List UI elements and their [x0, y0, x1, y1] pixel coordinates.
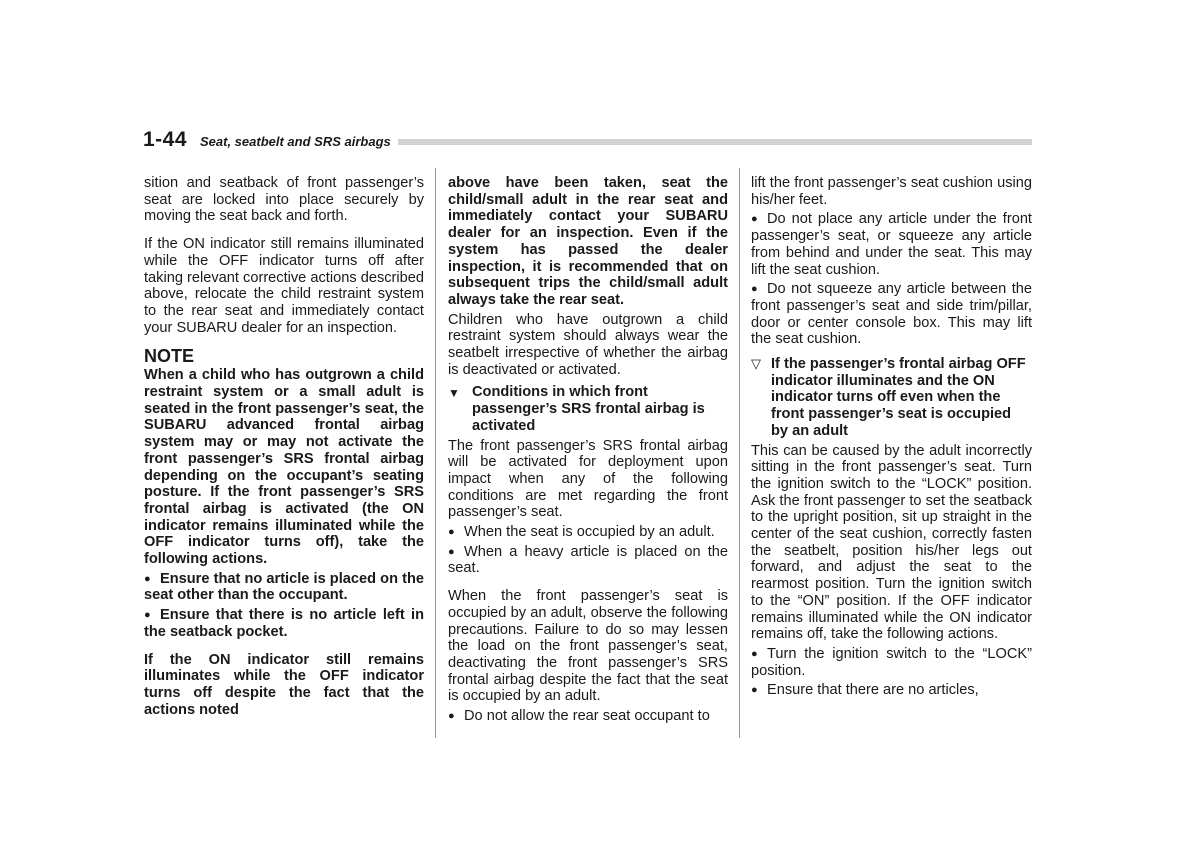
bullet-icon: ● [144, 572, 151, 585]
paragraph: sition and seatback of front passenger’s seat are locked into place securely by moving the seat back and forth. [144, 175, 424, 225]
bullet-icon: ● [144, 609, 151, 622]
bullet-icon: ● [448, 545, 455, 558]
triangle-down-icon: ▼ [448, 386, 460, 401]
bullet-icon: ● [448, 710, 455, 723]
paragraph: When the front passenger’s seat is occupied by an adult, observe the following precautions. Failure to do so may lessen the load on the front passenger’s seat, deactivating the front passenger’s SRS frontal airbag despite the fact that the seat is occupied by an adult. [448, 588, 728, 705]
condition-heading: ▼ Conditions in which front passenger’s SRS frontal airbag is activated [448, 384, 705, 434]
note-paragraph: When a child who has outgrown a child restraint system or a small adult is seated in the front passenger’s seat, the SUBARU advanced frontal airbag system may or may not activate the front passenger’s SRS frontal airbag depending on the occupant’s seating posture. If the front passenger’s SRS frontal airbag is activated (the ON indicator remains illuminated while the OFF indicator turns off), take the following actions. [144, 367, 424, 568]
page-header [143, 128, 1032, 152]
section-title: Seat, seatbelt and SRS airbags [200, 134, 391, 149]
bullet-icon: ● [751, 213, 758, 226]
bullet-icon: ● [751, 684, 758, 697]
column-3 [751, 175, 1032, 699]
triangle-outline-icon: ▽ [751, 356, 761, 372]
paragraph: Children who have outgrown a child restraint system should always wear the seatbelt irrespective of whether the airbag is deactivated or activated. [448, 311, 728, 378]
note-title: NOTE [144, 346, 195, 367]
note-bullet: ● Ensure that no article is placed on the seat other than the occupant. [144, 570, 424, 604]
paragraph: This can be caused by the adult incorrectly sitting in the front passenger’s seat. Turn the ignition switch to the “LOCK” position. Ask the front passenger to set the seatback to the upright position, sit up straight in the center of the seat cushion, correctly fasten the seatbelt, position his/her legs out forward, and adjust the seat to the rearmost position. Turn the ignition switch to the “ON” position. If the OFF indicator remains illuminated while the ON indicator remains off, take the following actions. [751, 442, 1032, 643]
column-1 [144, 175, 424, 718]
bullet-icon: ● [751, 647, 758, 660]
subsection-heading: ▽ If the passenger’s frontal airbag OFF indicator illuminates and the ON indicator turns off even when the front passenger’s seat is occupied by an adult [751, 356, 1026, 439]
bullet-item: ● Do not allow the rear seat occupant to [448, 708, 710, 725]
bullet-item: ● Ensure that there are no articles, [751, 682, 979, 699]
header-rule [398, 139, 1032, 145]
bullet-icon: ● [448, 526, 455, 539]
bullet-item: ● When a heavy article is placed on the seat. [448, 543, 728, 577]
note-bullet: ● Ensure that there is no article left in the seatback pocket. [144, 607, 424, 640]
bullet-item: ● Turn the ignition switch to the “LOCK” position. [751, 645, 1032, 679]
page-number: 1-44 [143, 128, 188, 151]
bullet-icon: ● [751, 283, 758, 296]
column-divider-1 [435, 168, 436, 738]
paragraph: above have been taken, seat the child/small adult in the rear seat and immediately contact your SUBARU dealer for an inspection. Even if the system has passed the dealer inspection, it is recommended that on subsequent trips the child/small adult always take the rear seat. [448, 175, 728, 308]
paragraph: The front passenger’s SRS frontal airbag will be activated for deployment upon impact when any of the following conditions are met regarding the front passenger’s seat. [448, 437, 728, 521]
bullet-item: ● Do not place any article under the front passenger’s seat, or squeeze any article from behind and under the seat. This may lift the seat cushion. [751, 211, 1032, 278]
bullet-item: ● When the seat is occupied by an adult. [448, 524, 715, 541]
bullet-item: ● Do not squeeze any article between the front passenger’s seat and side trim/pillar, door or center console box. This may lift the seat cushion. [751, 281, 1032, 348]
paragraph: If the ON indicator still remains illuminated while the OFF indicator turns off after taking relevant corrective actions described above, relocate the child restraint system to the rear seat and immediately contact your SUBARU dealer for an inspection. [144, 236, 424, 336]
column-divider-2 [739, 168, 740, 738]
paragraph: lift the front passenger’s seat cushion using his/her feet. [751, 175, 1032, 208]
note-paragraph: If the ON indicator still remains illuminates while the OFF indicator turns off despite the fact that the actions noted [144, 651, 424, 718]
column-2 [448, 175, 728, 725]
